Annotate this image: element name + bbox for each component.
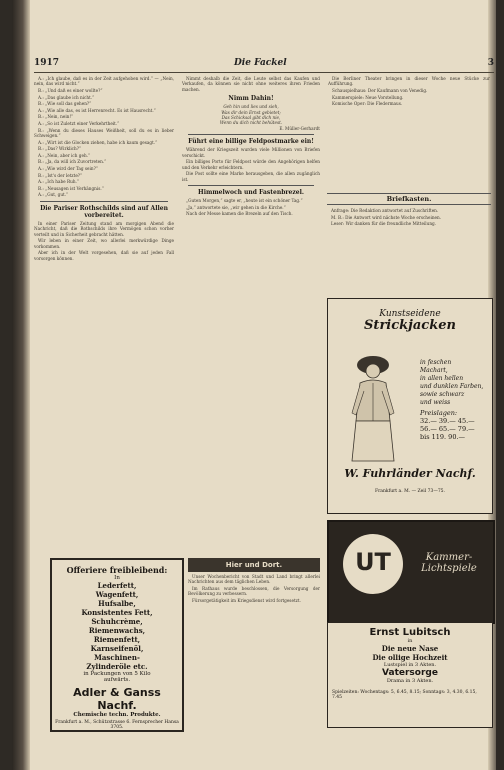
- ad-ut-lichtspiele: [327, 520, 495, 624]
- poem-title: Nimm Dahin!: [228, 95, 274, 103]
- paragraph: Nach der Messe kamen die Brezeln auf den Tisch.: [186, 211, 293, 217]
- paragraph: „Ja,“ antwortete sie, „wir gehen in die Kirche.“: [186, 204, 286, 210]
- ad-adler-item: Riemenfett,: [93, 635, 141, 644]
- paragraph: A.: „Nein, aber ich geh.“: [38, 152, 91, 158]
- ad-lubitsch-title1: Die neue Nase: [381, 644, 439, 653]
- ad-lubitsch-title3: Vatersorge: [382, 668, 438, 678]
- ad-strickjacken: [327, 298, 493, 514]
- ut-logo: [343, 534, 403, 594]
- ad-strick-line2: Strickjacken: [364, 318, 456, 333]
- newspaper-page: [12, 0, 496, 770]
- paragraph: B.: „Neusagen ist Verhängnis.“: [38, 185, 104, 191]
- ut-logo-text: UT: [355, 548, 391, 576]
- ad-lubitsch-genre2: Drama in 3 Akten.: [386, 678, 434, 684]
- ad-adler-item: Lederfett,: [97, 581, 137, 590]
- ad-adler-item: Zylinderöle etc.: [86, 662, 148, 671]
- desc-line: und weiss: [420, 399, 451, 406]
- poem-line: Das Schicksal gibt dich nie,: [221, 115, 281, 121]
- ad-adler-address: Frankfurt a. M., Schützstrasse 6. Fernsprecher Hansa 3705.: [55, 720, 179, 730]
- paragraph: Die Berliner Theater bringen in dieser Woche neue Stücke zur Aufführung.: [328, 76, 490, 87]
- paragraph: A.: „Ich glaube, daß es in der Zeit aufgehoben wird.“ — „Nein, nein, das wird nicht.“: [34, 76, 174, 87]
- paragraph: A.: „Gut, gut.“: [38, 192, 69, 198]
- desc-line: in allen hellen: [420, 375, 464, 382]
- paragraph: Unser Wochenbericht von Stadt und Land bringt allerlei Nachrichten aus dem täglichen Leben.: [188, 574, 320, 585]
- briefkasten-title: Briefkasten.: [327, 193, 491, 205]
- poem-line: Geh hin und lies und sieh,: [223, 104, 279, 110]
- poem-author: E. Müller-Gerhardt: [279, 125, 320, 131]
- ad-adler-sub: Chemische techn. Produkte.: [73, 712, 161, 718]
- paragraph: Ein billiges Porto für Feldpost würde den Angehörigen helfen und den Verkehr erleichtern.: [182, 159, 320, 170]
- ad-adler-item: Schuhcrème,: [91, 617, 143, 626]
- column-2: [182, 76, 320, 218]
- article-heading-rothschilds: Die Pariser Rothschilds sind auf Allen vorbereitet.: [40, 204, 168, 219]
- price-line: 32.— 39.— 45.—: [420, 417, 475, 425]
- ad-lubitsch-times: Spielzeiten: Wochentags: 5, 6.45, 8.15; Sonntags: 3, 4.30, 6.15, 7.45: [332, 690, 477, 700]
- paragraph: Im Rathaus wurde beschlossen, die Versorgung der Bevölkerung zu verbessern.: [188, 586, 320, 597]
- ad-lubitsch-in: in: [407, 638, 413, 644]
- price-label: Preislagen:: [420, 409, 458, 417]
- desc-line: sowie schwarz: [420, 391, 465, 398]
- desc-line: Machart,: [420, 367, 448, 374]
- paragraph: B.: „Wie soll das gehen?“: [38, 101, 92, 107]
- paragraph: Während der Kriegszeit wurden viele Millionen von Briefen verschickt.: [182, 147, 320, 158]
- price-line: bis 119. 90.—: [420, 433, 466, 441]
- paragraph: A.: „Wirt ist die Glocken ziehen, habe ich kaum gesagt.“: [38, 139, 158, 145]
- ad-adler-ganss: [50, 558, 184, 732]
- paragraph: Fürsorgetätigkeit im Kriegsdienst wird fortgesetzt.: [192, 598, 301, 603]
- paragraph: Nimmt deshalb die Zeit, die Leute selbst das Kaufen und Verkaufen, da können sie nicht ohne weiteres ihren Frieden machen.: [182, 76, 320, 92]
- ad-strick-line1: Kunstseidene: [379, 309, 441, 319]
- paragraph: B.: „Nein, nein!“: [38, 114, 74, 120]
- paragraph: A.: „Wie alle das, es ist Herrenrecht. Es ist Hausrecht.“: [38, 107, 156, 113]
- paragraph: B.: „Und daß es einer wollte?“: [38, 88, 103, 93]
- ad-strick-firm: W. Fuhrländer Nachf.: [344, 467, 476, 480]
- ad-strick-address: Frankfurt a. M. — Zeil 73—75.: [375, 489, 445, 494]
- binding-shadow: [12, 0, 30, 770]
- ad-adler-item: in Packungen von 5 Kilo: [83, 671, 151, 677]
- page-header: [34, 58, 494, 73]
- ad-adler-item: Hufsalbe,: [98, 599, 136, 608]
- paragraph: A.: „Das glaube ich nicht.“: [38, 94, 95, 100]
- divider: [188, 185, 314, 186]
- paragraph: B.: „Ja, da will ich Zuvortreten.“: [38, 159, 107, 165]
- paragraph: Aber ich in der Welt vorgesehen, daß sie auf jeden Fall vorsorgen können.: [34, 250, 174, 261]
- ad-adler-item: Wagenfett,: [95, 590, 139, 599]
- article-heading-himmelwoch: Himmelwoch und Fastenbrezel.: [198, 189, 304, 197]
- paragraph: Wir leben in einer Zeit, wo allerlei merkwürdige Dinge vorkommen.: [34, 238, 174, 249]
- desc-line: und dunklen Farben,: [420, 383, 484, 390]
- poem: [182, 104, 320, 126]
- header-page-number: 3: [487, 58, 494, 68]
- woman-illustration: [338, 351, 408, 463]
- hier-und-dort-body: [188, 574, 320, 724]
- divider: [40, 201, 168, 202]
- article-heading-feldpost: Führt eine billige Feldpostmarke ein!: [188, 138, 314, 146]
- column-3: [328, 76, 490, 108]
- header-year: 1917: [34, 58, 60, 68]
- price-line: 56.— 65.— 79.—: [420, 425, 475, 433]
- ad-lubitsch: [327, 622, 493, 728]
- ut-right-text: Kammer-Lichtspiele: [421, 552, 477, 574]
- ad-strick-description: [420, 359, 483, 407]
- paragraph: B.: „Das? Wirklich?“: [38, 146, 82, 152]
- paragraph: B.: „Wenn du dieses Hauses Weißheit, soll du es in lieber Schweigen.“: [34, 127, 174, 138]
- paragraph: A.: „So ist Zuletzt einer Verkehrtheit.“: [38, 120, 120, 126]
- ad-adler-title: Offeriere freibleibend:: [66, 565, 168, 575]
- paragraph: „Guten Morgen,“ sagte er, „heute ist ein schöner Tag.“: [186, 198, 303, 204]
- paragraph: Kammerspiele: Neue Vorstellung.: [332, 94, 404, 100]
- divider: [188, 134, 314, 135]
- ad-adler-item: Riemenwachs,: [88, 626, 146, 635]
- ad-strick-prices: [420, 409, 475, 441]
- ad-adler-item: Konsistentes Fett,: [81, 608, 153, 617]
- paragraph: A.: „Wie wird der Tag sein?“: [38, 165, 98, 171]
- column-1: [34, 76, 174, 262]
- paragraph: Komische Oper: Die Fledermaus.: [332, 101, 403, 107]
- ad-adler-item: Maschinen-: [94, 653, 140, 662]
- poem-line: Wenn du dich nicht behütest.: [219, 120, 283, 126]
- briefkasten-box: [327, 190, 491, 290]
- header-masthead: Die Fackel: [234, 58, 287, 68]
- paragraph: A.: „Ich habe Ruh.“: [38, 179, 79, 185]
- ad-lubitsch-title2: Die ollige Hochzeit: [372, 653, 448, 662]
- ad-adler-item: aufwärts.: [103, 677, 131, 683]
- paragraph: In einer Pariser Zeitung stand am morgigen Abend die Nachricht, daß die Rothschilds ihre Vermögen schon vorher verteilt und in Sicherheit gebracht hätten.: [34, 220, 174, 237]
- paragraph: M. B.: Die Antwort wird nächste Woche erscheinen.: [331, 214, 442, 220]
- ad-lubitsch-name: Ernst Lubitsch: [369, 627, 451, 638]
- poem-line: Was dir dein Ernst gebietet;: [221, 109, 281, 115]
- ad-adler-from: In: [114, 575, 120, 581]
- ad-adler-item: Karnseifenöl,: [90, 644, 144, 653]
- section-heading-hier-und-dort: Hier und Dort.: [225, 561, 283, 569]
- paragraph: Leser: Wir danken für die freundliche Mitteilung.: [331, 221, 437, 227]
- ad-adler-firm: Adler & Ganss Nachf.: [73, 686, 161, 712]
- desc-line: in feschen: [420, 359, 452, 366]
- paragraph: Die Post sollte eine Marke herausgeben, die allen zugänglich ist.: [182, 171, 320, 182]
- ad-lubitsch-genre1: Lustspiel in 3 Akten.: [383, 662, 437, 668]
- paragraph: B.: „Ist's der letzte?“: [38, 172, 83, 178]
- col1-dialog: [34, 76, 174, 198]
- paragraph: Schauspielhaus: Der Kaufmann von Venedig.: [332, 88, 428, 93]
- briefkasten-body: [327, 208, 491, 227]
- section-heading-bar: [188, 558, 320, 572]
- paragraph: Anfrage: Die Redaktion antwortet auf Zuschriften.: [331, 208, 439, 213]
